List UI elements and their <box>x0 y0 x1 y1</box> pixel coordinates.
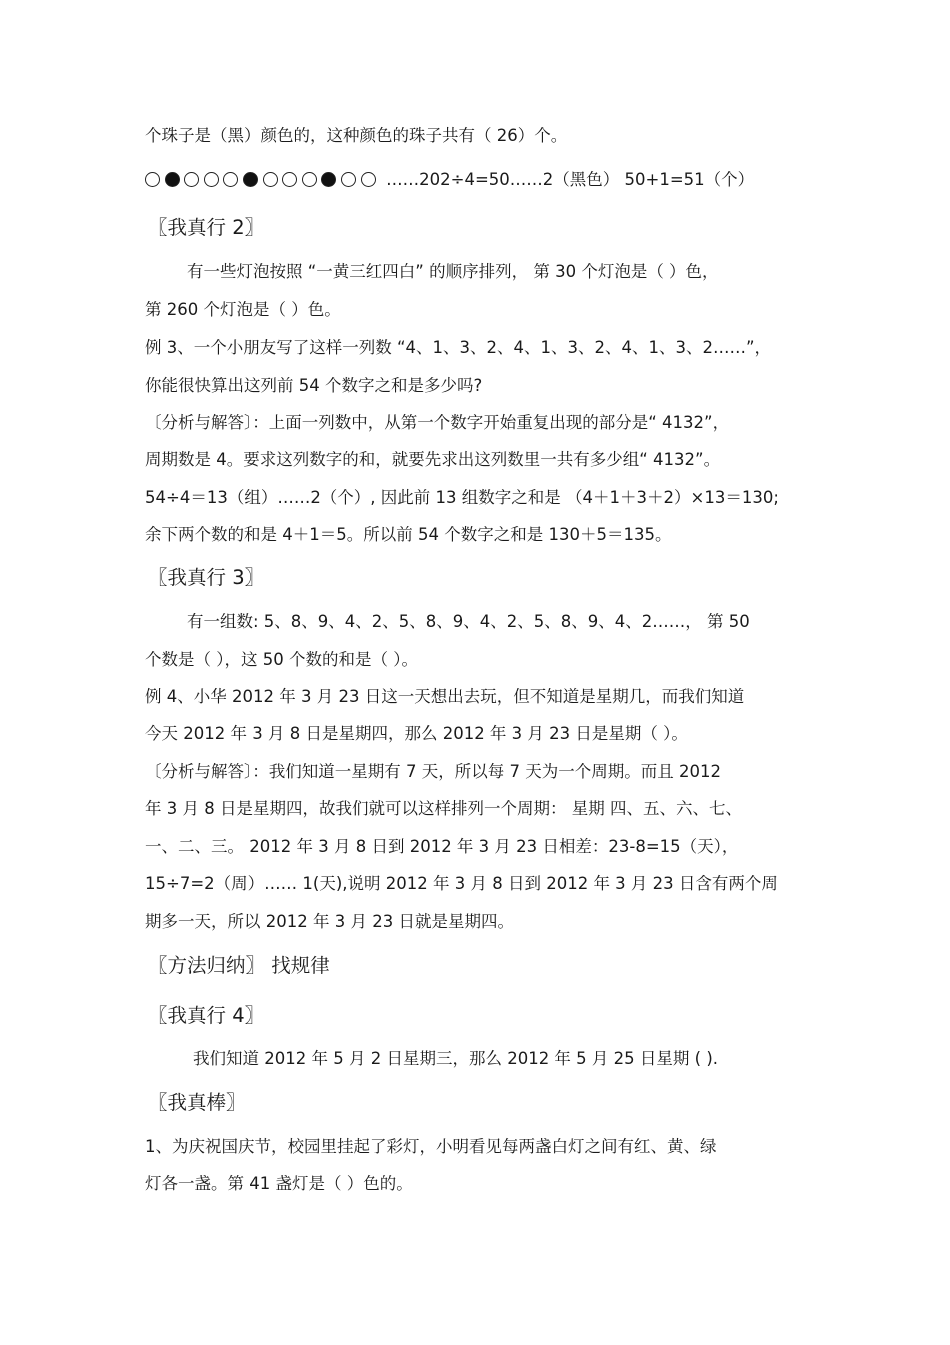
text-line: 个珠子是（黑）颜色的，这种颜色的珠子共有（ 26）个。 <box>145 126 568 145</box>
white-bead-icon <box>263 172 278 187</box>
text-line: 15÷7=2（周）…… 1(天),说明 2012 年 3 月 8 日到 2012 年 3 月 23 日含有两个周 <box>145 874 778 893</box>
white-bead-icon <box>361 172 376 187</box>
text-line: 期多一天，所以 2012 年 3 月 23 日就是星期四。 <box>145 912 514 931</box>
text-line: 〔分析与解答〕：我们知道一星期有 7 天，所以每 7 天为一个周期。而且 2012 <box>145 762 721 781</box>
text-line: 例 3、一个小朋友写了这样一列数 “4、1、3、2、4、1、3、2、4、1、3、2……”， <box>145 338 772 357</box>
bead-calculation: ……202÷4=50……2（黑色） 50+1=51（个） <box>386 170 755 189</box>
text-line: 一、二、三。 2012 年 3 月 8 日到 2012 年 3 月 23 日相差：23-8=15（天）， <box>145 837 739 856</box>
white-bead-icon <box>282 172 297 187</box>
section-heading: 〖方法归纳〗 找规律 <box>148 954 330 977</box>
black-bead-icon <box>321 172 336 187</box>
text-line: 余下两个数的和是 4＋1＝5。所以前 54 个数字之和是 130＋5＝135。 <box>145 525 672 544</box>
section-heading: 〖我真行 4〗 <box>148 1004 265 1027</box>
white-bead-icon <box>341 172 356 187</box>
black-bead-icon <box>165 172 180 187</box>
text-line: 54÷4＝13（组）……2（个）, 因此前 13 组数字之和是 （4＋1＋3＋2）×13＝130; <box>145 488 779 507</box>
text-line: 例 4、小华 2012 年 3 月 23 日这一天想出去玩，但不知道是星期几，而我们知道 <box>145 687 745 706</box>
bead-sequence-line <box>145 170 754 190</box>
text-line: 有一些灯泡按照 “一黄三红四白” 的顺序排列， 第 30 个灯泡是（ ）色， <box>187 262 719 281</box>
text-line: 今天 2012 年 3 月 8 日是星期四，那么 2012 年 3 月 23 日是星期（ ）。 <box>145 724 688 743</box>
section-heading: 〖我真棒〗 <box>148 1091 246 1114</box>
black-bead-icon <box>243 172 258 187</box>
text-line: 个数是（ ），这 50 个数的和是（ ）。 <box>145 650 418 669</box>
white-bead-icon <box>145 172 160 187</box>
text-line: 我们知道 2012 年 5 月 2 日星期三，那么 2012 年 5 月 25 日星期 ( ). <box>193 1049 719 1068</box>
text-line: 1、为庆祝国庆节，校园里挂起了彩灯，小明看见每两盏白灯之间有红、黄、绿 <box>145 1137 717 1156</box>
white-bead-icon <box>204 172 219 187</box>
white-bead-icon <box>184 172 199 187</box>
white-bead-icon <box>223 172 238 187</box>
text-line: 有一组数: 5、8、9、4、2、5、8、9、4、2、5、8、9、4、2……， 第 50 <box>187 612 750 631</box>
text-line: 你能很快算出这列前 54 个数字之和是多少吗? <box>145 376 483 395</box>
section-heading: 〖我真行 3〗 <box>148 566 265 589</box>
text-line: 周期数是 4。要求这列数字的和，就要先求出这列数里一共有多少组“ 4132”。 <box>145 450 721 469</box>
white-bead-icon <box>302 172 317 187</box>
section-heading: 〖我真行 2〗 <box>148 216 265 239</box>
bead-row <box>145 170 380 190</box>
text-line: 〔分析与解答〕：上面一列数中，从第一个数字开始重复出现的部分是“ 4132”， <box>145 413 730 432</box>
text-line: 灯各一盏。第 41 盏灯是（ ）色的。 <box>145 1174 413 1193</box>
text-line: 年 3 月 8 日是星期四，故我们就可以这样排列一个周期： 星期 四、五、六、七、 <box>145 799 742 818</box>
text-line: 第 260 个灯泡是（ ）色。 <box>145 300 341 319</box>
